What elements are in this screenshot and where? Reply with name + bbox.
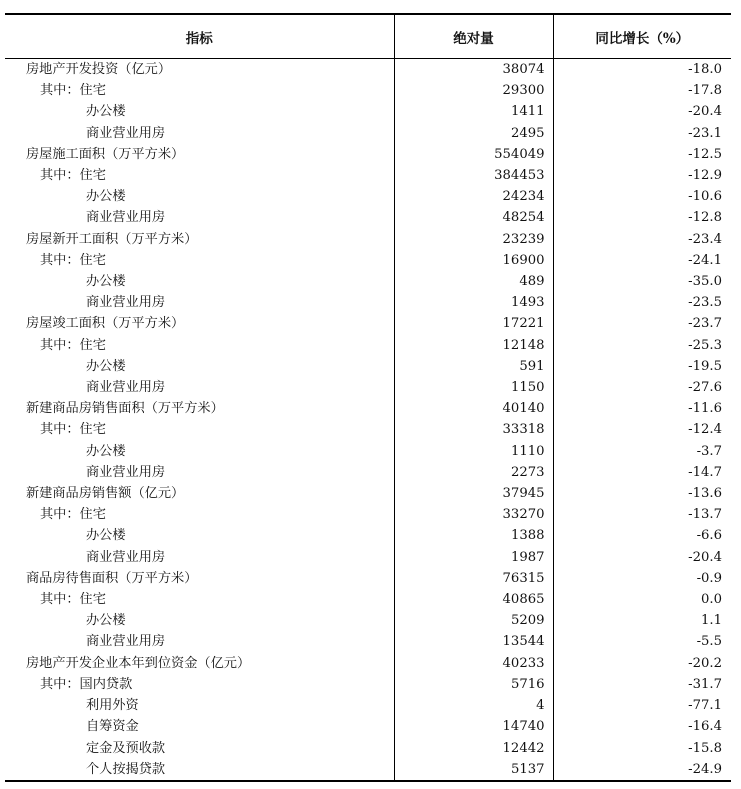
table-row xyxy=(5,738,731,759)
table-row xyxy=(5,653,731,674)
row-yoy-growth: -3.7 xyxy=(553,441,731,462)
row-yoy-growth: -17.8 xyxy=(553,80,731,101)
table-row xyxy=(5,123,731,144)
row-label: 房屋施工面积（万平方米） xyxy=(26,146,185,162)
header-row xyxy=(5,14,731,59)
table-row xyxy=(5,504,731,525)
row-label: 定金及预收款 xyxy=(86,740,166,756)
row-label: 利用外资 xyxy=(86,698,139,714)
row-absolute-value: 5137 xyxy=(394,759,553,781)
table-row xyxy=(5,207,731,228)
row-yoy-growth: -16.4 xyxy=(553,716,731,737)
row-label: 商业营业用房 xyxy=(86,125,166,141)
row-yoy-growth: -14.7 xyxy=(553,462,731,483)
table-row xyxy=(5,674,731,695)
row-yoy-growth: -23.5 xyxy=(553,292,731,313)
table-row xyxy=(5,313,731,334)
row-absolute-value: 37945 xyxy=(394,483,553,504)
row-absolute-value: 17221 xyxy=(394,313,553,334)
table-header xyxy=(5,14,731,59)
row-yoy-growth: -18.0 xyxy=(553,59,731,81)
row-yoy-growth: -11.6 xyxy=(553,398,731,419)
row-label: 商业营业用房 xyxy=(86,380,166,396)
table-row xyxy=(5,398,731,419)
row-label: 其中：住宅 xyxy=(40,168,106,184)
table-row xyxy=(5,335,731,356)
row-yoy-growth: -24.9 xyxy=(553,759,731,781)
statistics-table xyxy=(5,13,731,782)
row-label: 办公楼 xyxy=(86,613,126,629)
table-row xyxy=(5,250,731,271)
row-absolute-value: 12442 xyxy=(394,738,553,759)
table-row xyxy=(5,759,731,781)
row-label: 其中：住宅 xyxy=(40,507,106,523)
row-yoy-growth: -27.6 xyxy=(553,377,731,398)
row-label: 其中：住宅 xyxy=(40,252,106,268)
row-label: 新建商品房销售面积（万平方米） xyxy=(26,401,224,417)
row-yoy-growth: 1.1 xyxy=(553,610,731,631)
table-row xyxy=(5,631,731,652)
row-absolute-value: 40140 xyxy=(394,398,553,419)
row-absolute-value: 40865 xyxy=(394,589,553,610)
row-yoy-growth: -20.4 xyxy=(553,101,731,122)
row-label: 个人按揭贷款 xyxy=(5,759,394,781)
table-row xyxy=(5,547,731,568)
row-absolute-value: 13544 xyxy=(394,631,553,652)
row-absolute-value: 554049 xyxy=(394,144,553,165)
row-yoy-growth: -25.3 xyxy=(553,335,731,356)
row-label: 办公楼 xyxy=(86,274,126,290)
row-yoy-growth: -19.5 xyxy=(553,356,731,377)
row-absolute-value: 12148 xyxy=(394,335,553,356)
row-absolute-value: 38074 xyxy=(394,59,553,81)
table-row xyxy=(5,441,731,462)
row-absolute-value: 384453 xyxy=(394,165,553,186)
row-absolute-value: 23239 xyxy=(394,229,553,250)
table-body xyxy=(5,59,731,781)
row-absolute-value: 29300 xyxy=(394,80,553,101)
table-row xyxy=(5,716,731,737)
row-label: 新建商品房销售额（亿元） xyxy=(26,486,185,502)
row-yoy-growth: -35.0 xyxy=(553,271,731,292)
table-row xyxy=(5,229,731,250)
row-absolute-value: 24234 xyxy=(394,186,553,207)
row-yoy-growth: -0.9 xyxy=(553,568,731,589)
row-absolute-value: 5716 xyxy=(394,674,553,695)
table-row xyxy=(5,186,731,207)
row-absolute-value: 591 xyxy=(394,356,553,377)
row-yoy-growth: -13.7 xyxy=(553,504,731,525)
table-row xyxy=(5,165,731,186)
row-absolute-value: 1987 xyxy=(394,547,553,568)
row-absolute-value: 5209 xyxy=(394,610,553,631)
row-absolute-value: 1493 xyxy=(394,292,553,313)
table-row xyxy=(5,483,731,504)
row-absolute-value: 33318 xyxy=(394,419,553,440)
row-absolute-value: 14740 xyxy=(394,716,553,737)
row-label: 其中：住宅 xyxy=(40,422,106,438)
row-label: 商业营业用房 xyxy=(86,210,166,226)
row-label: 商品房待售面积（万平方米） xyxy=(26,570,198,586)
table-row xyxy=(5,610,731,631)
row-yoy-growth: -12.4 xyxy=(553,419,731,440)
table-row xyxy=(5,419,731,440)
row-label: 商业营业用房 xyxy=(86,295,166,311)
row-label: 商业营业用房 xyxy=(86,549,166,565)
row-label: 办公楼 xyxy=(86,104,126,120)
row-yoy-growth: -12.8 xyxy=(553,207,731,228)
row-absolute-value: 2495 xyxy=(394,123,553,144)
row-label: 办公楼 xyxy=(86,189,126,205)
table-row xyxy=(5,271,731,292)
row-yoy-growth: -23.7 xyxy=(553,313,731,334)
table-row xyxy=(5,695,731,716)
row-yoy-growth: -6.6 xyxy=(553,525,731,546)
row-absolute-value: 40233 xyxy=(394,653,553,674)
table-row xyxy=(5,462,731,483)
row-label: 商业营业用房 xyxy=(86,634,166,650)
row-label: 其中：住宅 xyxy=(40,83,106,99)
row-label: 商业营业用房 xyxy=(86,464,166,480)
table-row xyxy=(5,59,731,81)
table-row xyxy=(5,101,731,122)
row-yoy-growth: -20.4 xyxy=(553,547,731,568)
row-yoy-growth: -12.9 xyxy=(553,165,731,186)
table-row xyxy=(5,144,731,165)
table-row xyxy=(5,589,731,610)
header-indicator: 指标 xyxy=(5,14,394,59)
table-row xyxy=(5,292,731,313)
row-absolute-value: 1388 xyxy=(394,525,553,546)
row-yoy-growth: -12.5 xyxy=(553,144,731,165)
row-yoy-growth: -77.1 xyxy=(553,695,731,716)
row-yoy-growth: -15.8 xyxy=(553,738,731,759)
row-label: 其中：国内贷款 xyxy=(40,676,133,692)
row-absolute-value: 16900 xyxy=(394,250,553,271)
row-yoy-growth: -24.1 xyxy=(553,250,731,271)
table-row xyxy=(5,377,731,398)
header-yoy-growth: 同比增长（%） xyxy=(553,14,731,59)
row-label: 其中：住宅 xyxy=(40,337,106,353)
row-yoy-growth: 0.0 xyxy=(553,589,731,610)
table-row xyxy=(5,525,731,546)
row-label: 其中：住宅 xyxy=(40,592,106,608)
header-absolute-value: 绝对量 xyxy=(394,14,553,59)
row-absolute-value: 48254 xyxy=(394,207,553,228)
row-label: 房屋竣工面积（万平方米） xyxy=(26,316,185,332)
row-label: 房地产开发企业本年到位资金（亿元） xyxy=(26,655,251,671)
row-yoy-growth: -20.2 xyxy=(553,653,731,674)
row-absolute-value: 1411 xyxy=(394,101,553,122)
row-absolute-value: 4 xyxy=(394,695,553,716)
row-label: 房地产开发投资（亿元） xyxy=(26,62,172,77)
row-yoy-growth: -5.5 xyxy=(553,631,731,652)
row-absolute-value: 33270 xyxy=(394,504,553,525)
row-absolute-value: 489 xyxy=(394,271,553,292)
row-label: 房屋新开工面积（万平方米） xyxy=(26,231,198,247)
row-yoy-growth: -13.6 xyxy=(553,483,731,504)
row-absolute-value: 2273 xyxy=(394,462,553,483)
row-label: 自筹资金 xyxy=(86,719,139,735)
table-row xyxy=(5,356,731,377)
row-yoy-growth: -23.1 xyxy=(553,123,731,144)
row-absolute-value: 1150 xyxy=(394,377,553,398)
row-yoy-growth: -23.4 xyxy=(553,229,731,250)
row-label: 办公楼 xyxy=(86,528,126,544)
table-row xyxy=(5,80,731,101)
row-yoy-growth: -31.7 xyxy=(553,674,731,695)
row-absolute-value: 76315 xyxy=(394,568,553,589)
row-yoy-growth: -10.6 xyxy=(553,186,731,207)
row-label: 办公楼 xyxy=(86,358,126,374)
table-row xyxy=(5,568,731,589)
row-label: 办公楼 xyxy=(86,443,126,459)
row-absolute-value: 1110 xyxy=(394,441,553,462)
